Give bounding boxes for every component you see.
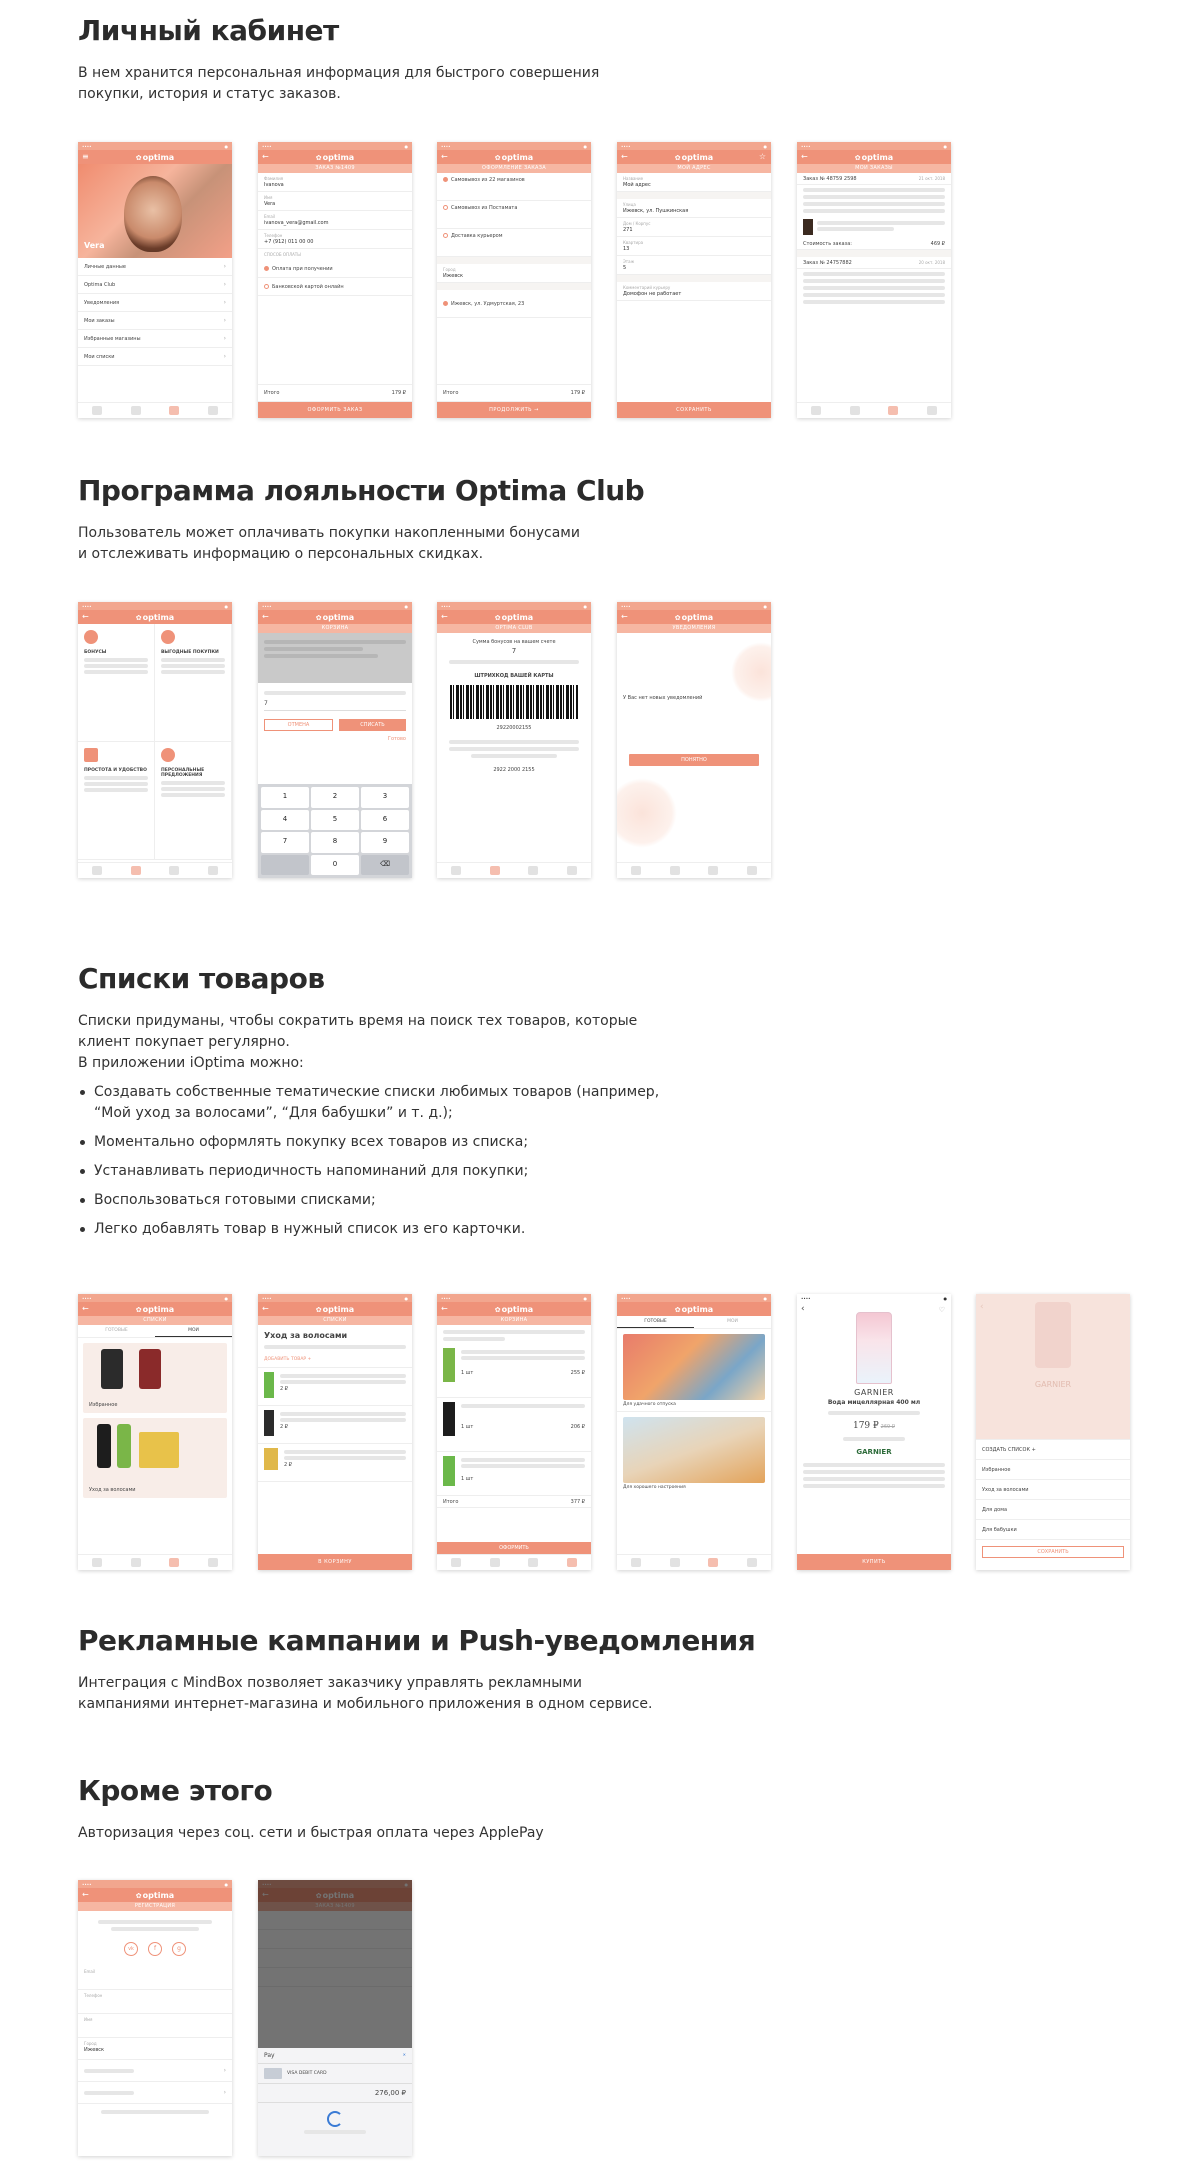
screen-ready-lists: •••• ● ✿ optima ГОТОВЫЕ МОИ Для удачного отпуска Для хорошего настроения — [617, 1294, 771, 1570]
menu-item[interactable]: Избранные магазины › — [78, 330, 232, 348]
save-button[interactable]: СОХРАНИТЬ — [982, 1546, 1124, 1558]
screen-list-detail: •••• ● ← ✿ optima СПИСКИ Уход за волосами ДОБАВИТЬ ТОВАР + 2 ₽ 2 ₽ 2 ₽ В КОРЗИНУ — [258, 1294, 412, 1570]
screen-add-to-list: ‹ GARNIER СОЗДАТЬ СПИСОК + Избранное Уход за волосами Для дома Для бабушки СОХРАНИТЬ — [976, 1294, 1130, 1570]
save-button[interactable]: СОХРАНИТЬ — [617, 402, 771, 418]
feature-list: Создавать собственные тематические списки любимых товаров (например, “Мой уход за волосами”, “Для бабушки” и т. д.); Моментально оформлять покупку всех товаров из списка; Устанавливать периодичность напоминаний для покупки; Воспользоваться готовыми списками; Легко добавлять товар в нужный список из его карточки. — [78, 1082, 659, 1240]
section-push — [78, 1624, 755, 1715]
screen-order: •••• ● ← ✿ optima ЗАКАЗ №1409 Фамилия Ivanova Имя Vera Email ivanova_vera@gmail.com Телефон +7 (912) 011 00 00 СПОСОБ ОПЛАТЫ Оплата при получении Банковской картой онлайн Итого 179 ₽ ОФОРМИТЬ ЗАКАЗ — [258, 142, 412, 418]
vk-icon[interactable]: vk — [124, 1942, 138, 1956]
section-title: Личный кабинет — [78, 14, 339, 47]
menu-item[interactable]: Мои списки › — [78, 348, 232, 366]
section-paragraph: Интеграция с MindBox позволяет заказчику управлять рекламными кампаниями интернет-магазина и мобильного приложения в одном сервисе. — [78, 1675, 653, 1712]
section-loyalty — [78, 474, 644, 565]
section-lists — [78, 962, 659, 1248]
section-paragraph: Списки придуманы, чтобы сократить время на поиск тех товаров, которые клиент покупает регулярно. В приложении iOptima можно: — [78, 1013, 638, 1071]
section-personal-account — [78, 14, 599, 105]
section-paragraph: В нем хранится персональная информация для быстрого совершения покупки, история и статус заказов. — [78, 65, 600, 102]
checkout-button[interactable]: ОФОРМИТЬ ЗАКАЗ — [258, 402, 412, 418]
pay-option[interactable]: Оплата при получении — [258, 260, 412, 278]
section-paragraph: Пользователь может оплачивать покупки накопленными бонусами и отслеживать информацию о персональных скидках. — [78, 525, 580, 562]
section-title: Списки товаров — [78, 962, 325, 995]
screen-lists: •••• ● ← ✿ optima СПИСКИ ГОТОВЫЕ МОИ Избранное Уход за волосами — [78, 1294, 232, 1570]
apply-button[interactable]: СПИСАТЬ — [339, 719, 406, 731]
screen-notifications: •••• ● ← ✿ optima УВЕДОМЛЕНИЯ У Вас нет новых уведомлений ПОНЯТНО — [617, 602, 771, 878]
menu-item[interactable]: Личные данные › — [78, 258, 232, 276]
applepay-logo: Pay — [264, 2052, 275, 2059]
screen-address: •••• ● ← ✿ optima ☆ МОЙ АДРЕС Название Мой адрес Улица Ижевск, ул. Пушкинская Дом / Корпус 271 Квартира 13 Этаж 5 Комментарий курьеру Домофон не работает СОХРАНИТЬ — [617, 142, 771, 418]
menu-item[interactable]: Уведомления › — [78, 294, 232, 312]
screen-checkout: •••• ● ← ✿ optima ОФОРМЛЕНИЕ ЗАКАЗА Самовывоз из 22 магазинов Самовывоз из Постамата Доставка курьером Город Ижевск Ижевск, ул. Удмуртская, 23 Итого 179 ₽ ПРОДОЛЖИТЬ → — [437, 142, 591, 418]
applepay-sheet[interactable]: Pay ✕ VISA DEBIT CARD 276,00 ₽ — [258, 2048, 412, 2156]
cancel-button[interactable]: ОТМЕНА — [264, 719, 333, 731]
screen-applepay — [258, 1880, 412, 2156]
screen-orders: •••• ● ← ✿ optima МОИ ЗАКАЗЫ Заказ № 48759 2598 21 окт. 2018 Стоимость заказа: 469 ₽ Заказ № 24757882 20 окт. 2018 — [797, 142, 951, 418]
screen-registration: •••• ● ← ✿ optima РЕГИСТРАЦИЯ vk f g Email Телефон Имя Город Ижевск › › — [78, 1880, 232, 2156]
screen-cart-list: •••• ● ← ✿ optima КОРЗИНА 1 шт 255 ₽ 1 шт 206 ₽ 1 шт Итого 377 ₽ ОФОРМИТЬ — [437, 1294, 591, 1570]
section-title: Рекламные кампании и Push-уведомления — [78, 1624, 756, 1657]
buy-button[interactable]: КУПИТЬ — [797, 1554, 951, 1570]
tab-bar[interactable] — [78, 402, 232, 418]
continue-button[interactable]: ПРОДОЛЖИТЬ → — [437, 402, 591, 418]
profile-photo — [78, 164, 232, 258]
to-cart-button[interactable]: В КОРЗИНУ — [258, 1554, 412, 1570]
screen-club-card: •••• ● ← ✿ optima OPTIMA CLUB Сумма бонусов на вашем счете 7 ШТРИХКОД ВАШЕЙ КАРТЫ 29220002155 2922 2000 2155 — [437, 602, 591, 878]
screen-club-home: •••• ● ← ✿ optima БОНУСЫ ВЫГОДНЫЕ ПОКУПКИ ПРОСТОТА И УДОБСТВО ПЕРСОНАЛЬНЫЕ ПРЕДЛОЖЕНИЯ — [78, 602, 232, 878]
section-extra — [78, 1774, 544, 1844]
numeric-keypad[interactable]: 1 2 3 4 5 6 7 8 9 0 ⌫ — [258, 784, 412, 878]
checkout-button[interactable]: ОФОРМИТЬ — [437, 1542, 591, 1554]
pay-option[interactable]: Банковской картой онлайн — [258, 278, 412, 296]
spinner-icon — [327, 2111, 343, 2127]
facebook-icon[interactable]: f — [148, 1942, 162, 1956]
screen-profile: •••• ● ≡ ✿ optima Vera Личные данные › Optima Club › Уведомления › Мои заказы › Избранные магазины › Мои списки › — [78, 142, 232, 418]
menu-item[interactable]: Optima Club › — [78, 276, 232, 294]
screen-cart-bonus: •••• ● ← ✿ optima КОРЗИНА 7 ОТМЕНА СПИСАТЬ Готово 1 2 3 4 5 6 7 8 9 0 ⌫ — [258, 602, 412, 878]
menu-item[interactable]: Мои заказы › — [78, 312, 232, 330]
section-title: Программа лояльности Optima Club — [78, 474, 645, 507]
profile-name: Vera — [84, 241, 105, 250]
ok-button[interactable]: ПОНЯТНО — [629, 754, 759, 766]
screen-product: •••• ● ‹ ♡ GARNIER Вода мицеллярная 400 мл 179 ₽ 269 ₽ GARNIER КУПИТЬ — [797, 1294, 951, 1570]
barcode — [450, 685, 578, 719]
google-icon[interactable]: g — [172, 1942, 186, 1956]
section-title: Кроме этого — [78, 1774, 273, 1807]
section-paragraph: Авторизация через соц. сети и быстрая оплата через ApplePay — [78, 1825, 544, 1841]
